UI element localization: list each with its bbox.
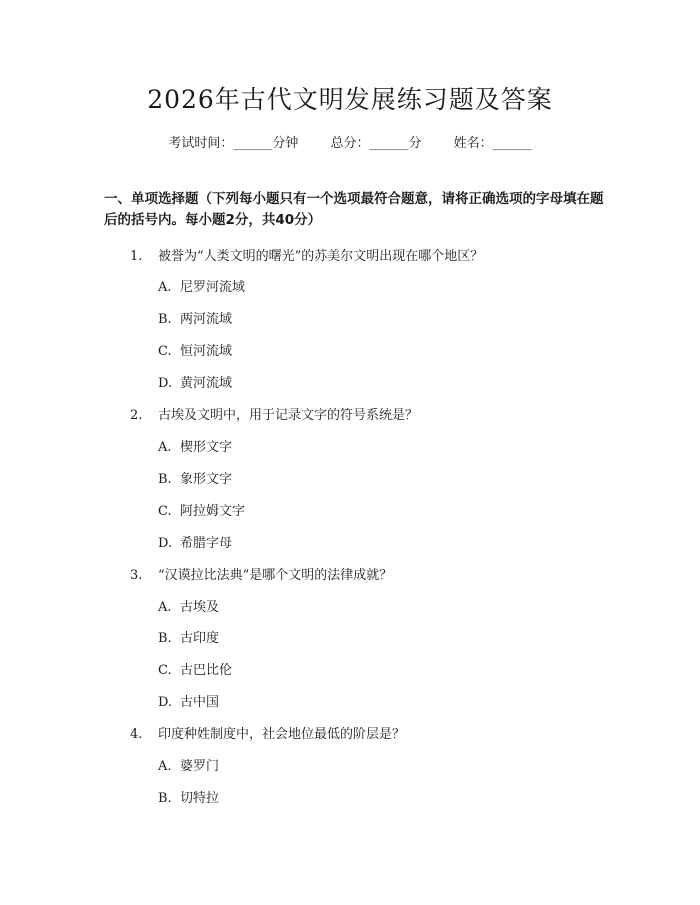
- option-text: 尼罗河流域: [180, 280, 246, 295]
- option-item: [158, 532, 232, 551]
- question-text: “汉谟拉比法典”是哪个文明的法律成就？: [158, 568, 393, 583]
- option-text: 古中国: [180, 695, 220, 710]
- option-letter: C.: [158, 504, 172, 519]
- question-number: 4.: [130, 727, 143, 742]
- question-number: 1.: [130, 249, 143, 264]
- option-letter: A.: [158, 759, 172, 774]
- option-letter: D.: [158, 695, 173, 710]
- option-item: [158, 340, 232, 359]
- question-text: 古埃及文明中，用于记录文字的符号系统是？: [158, 408, 419, 423]
- option-letter: C.: [158, 663, 172, 678]
- option-text: 古埃及: [180, 600, 220, 615]
- question-4: [130, 723, 405, 742]
- option-item: [158, 659, 232, 678]
- question-text: 印度种姓制度中，社会地位最低的阶层是？: [158, 727, 406, 742]
- option-item: [158, 755, 219, 774]
- option-letter: B.: [158, 631, 172, 646]
- question-text: 被誉为“人类文明的曙光”的苏美尔文明出现在哪个地区？: [158, 249, 484, 264]
- option-item: [158, 500, 245, 519]
- option-item: [158, 308, 232, 327]
- question-1: [130, 245, 483, 264]
- option-item: [158, 627, 219, 646]
- option-letter: D.: [158, 376, 173, 391]
- option-letter: A.: [158, 600, 172, 615]
- question-2: [130, 404, 418, 423]
- option-letter: B.: [158, 472, 172, 487]
- option-item: [158, 468, 232, 487]
- option-letter: A.: [158, 280, 172, 295]
- exam-meta: [0, 132, 700, 151]
- option-item: [158, 691, 219, 710]
- option-text: 象形文字: [180, 472, 233, 487]
- option-text: 古印度: [180, 631, 220, 646]
- option-item: [158, 596, 219, 615]
- option-text: 婆罗门: [180, 759, 220, 774]
- option-text: 恒河流域: [180, 344, 233, 359]
- option-letter: D.: [158, 536, 173, 551]
- option-letter: C.: [158, 344, 172, 359]
- exam-time: 考试时间：______分钟: [168, 136, 299, 151]
- option-item: [158, 372, 232, 391]
- question-number: 3.: [130, 568, 143, 583]
- option-text: 古巴比伦: [180, 663, 233, 678]
- option-item: [158, 787, 219, 806]
- option-text: 希腊字母: [180, 536, 233, 551]
- option-text: 阿拉姆文字: [180, 504, 246, 519]
- option-item: [158, 276, 245, 295]
- option-item: [158, 436, 232, 455]
- option-text: 楔形文字: [180, 440, 233, 455]
- option-text: 黄河流域: [180, 376, 233, 391]
- option-text: 两河流域: [180, 312, 233, 327]
- option-letter: A.: [158, 440, 172, 455]
- section-heading: 一、单项选择题（下列每小题只有一个选项最符合题意，请将正确选项的字母填在题后的括号内。每小题2分，共40分）: [104, 191, 604, 228]
- option-text: 切特拉: [180, 791, 220, 806]
- document-title: 2026年古代文明发展练习题及答案: [147, 85, 553, 114]
- question-number: 2.: [130, 408, 143, 423]
- total-score: 总分：______分: [330, 136, 422, 151]
- option-letter: B.: [158, 312, 172, 327]
- student-name: 姓名：______: [453, 136, 532, 151]
- option-letter: B.: [158, 791, 172, 806]
- question-3: [130, 564, 392, 583]
